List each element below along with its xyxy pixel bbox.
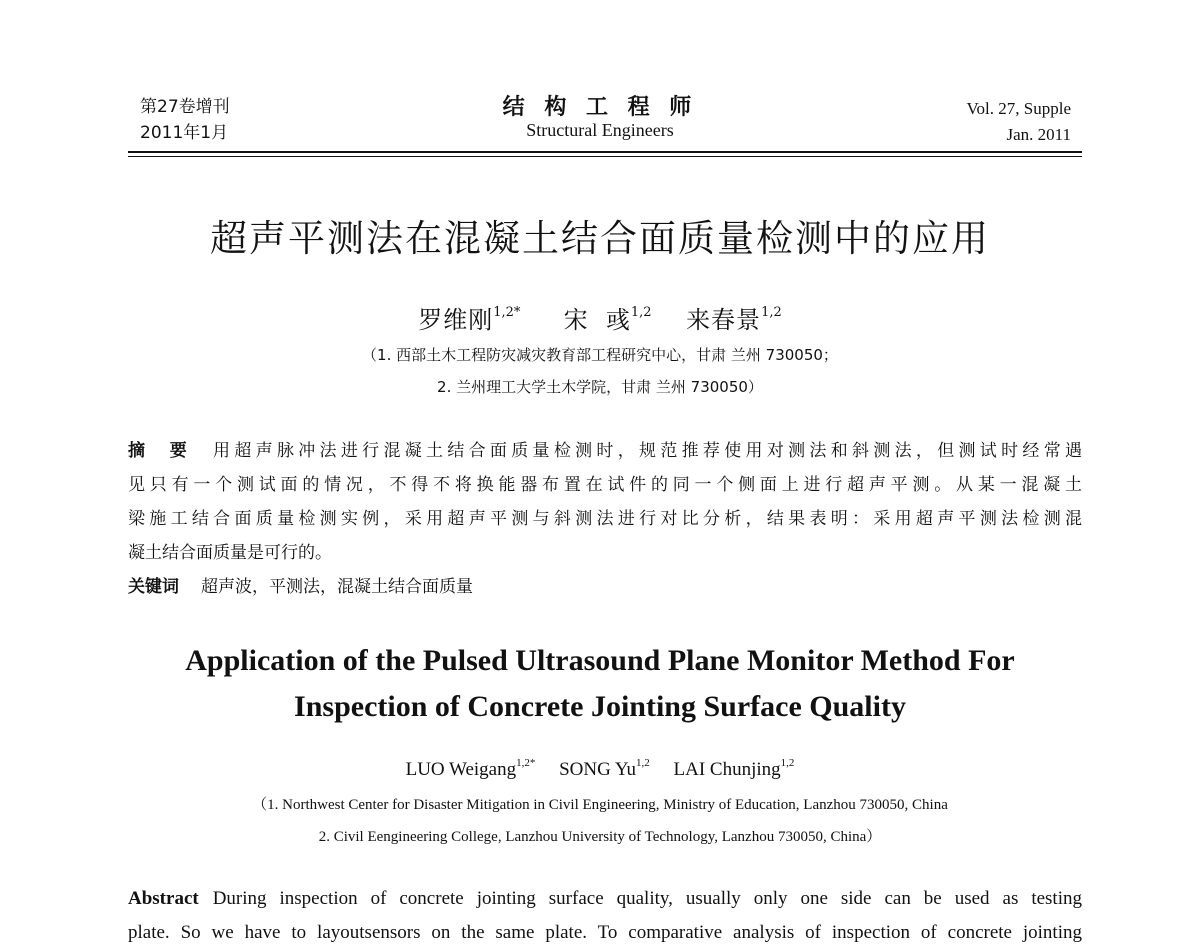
abstract-cn — [128, 434, 1082, 604]
journal-name-en: Structural Engineers — [526, 120, 674, 140]
title-en-line-1: Application of the Pulsed Ultrasound Plane Monitor Method For — [185, 644, 1015, 677]
affiliation-cn-2: 2. 兰州理工大学土木学院，甘肃 兰州 730050） — [437, 378, 763, 396]
abstract-cn-line-4: 凝土结合面质量是可行的。 — [128, 543, 332, 563]
author-en-3: LAI Chunjing$^{1,2}$ — [673, 757, 795, 780]
header-rule-bottom — [128, 156, 1082, 157]
author-cn-1: 罗维刚$^{1,2*}$ — [418, 305, 521, 334]
abstract-en-line-1: Abstract During inspection of concrete jointing surface quality, usually only one side can be used as testing — [128, 888, 1082, 909]
author-en-2: SONG Yu$^{1,2}$ — [559, 757, 650, 780]
header-date: 2011年1月 — [140, 123, 229, 143]
abstract-cn-line-3: 梁施工结合面质量检测实例，采用超声平测与斜测法进行对比分析，结果表明：采用超声平测法检测混 — [128, 509, 1082, 529]
author-cn-3: 来春景$^{1,2}$ — [686, 305, 782, 334]
abstract-cn-line-1: 摘 要 用超声脉冲法进行混凝土结合面质量检测时，规范推荐使用对测法和斜测法，但测试时经常遇 — [128, 441, 1083, 461]
author-cn-2: 宋 彧$^{1,2}$ — [563, 305, 652, 334]
keywords-cn — [128, 570, 1082, 604]
title-en-line-2: Inspection of Concrete Jointing Surface Quality — [294, 690, 906, 723]
keywords-cn-label: 关键词 — [128, 577, 179, 597]
abstract-cn-label: 摘 要 — [128, 441, 192, 461]
header-rule-top — [128, 151, 1082, 153]
abstract-en — [128, 882, 1082, 950]
header-date-en: Jan. 2011 — [1006, 125, 1071, 144]
authors-en — [0, 757, 1200, 781]
keywords-cn-text: 超声波，平测法，混凝土结合面质量 — [201, 577, 473, 597]
affiliation-cn-1: （1. 西部土木工程防灾减灾教育部工程研究中心，甘肃 兰州 730050； — [362, 346, 838, 364]
abstract-en-label: Abstract — [128, 888, 199, 909]
header-volume-en: Vol. 27, Supple — [966, 99, 1071, 118]
affiliation-en-2: 2. Civil Eengineering College, Lanzhou University of Technology, Lanzhou 730050, China） — [318, 829, 882, 845]
author-en-1: LUO Weigang$^{1,2*}$ — [405, 757, 536, 780]
header-volume: 第27卷增刊 — [140, 97, 230, 117]
abstract-cn-line-2: 见只有一个测试面的情况，不得不将换能器布置在试件的同一个侧面上进行超声平测。从某一混凝土 — [128, 475, 1082, 495]
title-cn: 超声平测法在混凝土结合面质量检测中的应用 — [210, 217, 990, 260]
authors-cn — [0, 300, 1200, 335]
abstract-en-line-2: plate. So we have to layoutsensors on the same plate. To comparative analysis of inspection of concrete jointing — [128, 922, 1082, 943]
affiliation-en-1: （1. Northwest Center for Disaster Mitigation in Civil Engineering, Ministry of Education, Lanzhou 730050, China — [252, 797, 948, 813]
journal-name-cn: 结 构 工 程 师 — [502, 95, 698, 120]
